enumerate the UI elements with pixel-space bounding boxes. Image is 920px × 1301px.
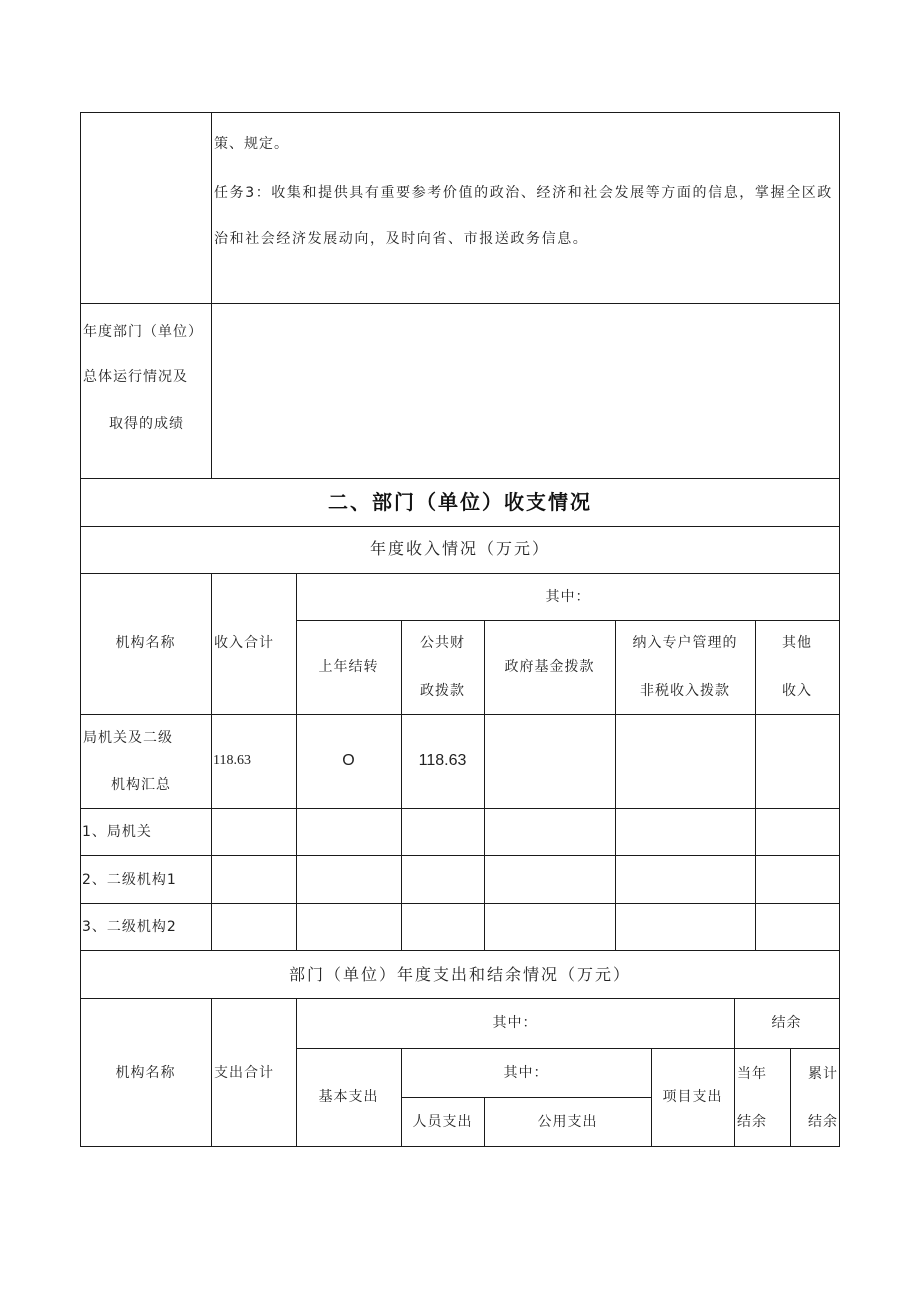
income-header-special-line-2: 非税收入拨款: [640, 683, 730, 699]
income-header-org-name: 机构名称: [115, 635, 176, 651]
income-table-title: 年度收入情况（万元）: [369, 539, 550, 558]
expense-header-personnel: 人员支出: [412, 1114, 473, 1130]
expense-header-cumulative-line-1: 累计: [808, 1066, 838, 1082]
income-row-summary-fiscal: 118.63: [418, 752, 467, 769]
expense-header-total: 支出合计: [214, 1065, 274, 1081]
expense-header-of-which-inner: 其中：: [503, 1065, 549, 1081]
income-header-of-which: 其中：: [545, 589, 591, 605]
income-row-name: 3、二级机构2: [82, 919, 177, 935]
overview-label-line-2: 总体运行情况及: [83, 369, 188, 385]
expense-header-of-which: 其中：: [492, 1015, 538, 1031]
income-header-fiscal-line-2: 政拨款: [420, 683, 465, 699]
income-header-special-line-1: 纳入专户管理的: [632, 635, 738, 651]
expense-header-cumulative-line-2: 结余: [808, 1114, 838, 1130]
expense-header-org-name: 机构名称: [115, 1065, 176, 1081]
income-row-summary-name-line-1: 局机关及二级: [83, 730, 173, 746]
task-line-3: 治和社会经济发展动向，及时向省、市报送政务信息。: [214, 231, 589, 247]
income-row-summary-total: 118.63: [213, 753, 251, 768]
task-line-2: 任务3：收集和提供具有重要参考价值的政治、经济和社会发展等方面的信息，掌握全区政: [214, 185, 833, 201]
income-row-summary-name-line-2: 机构汇总: [111, 777, 171, 793]
income-header-other-line-1: 其他: [782, 635, 812, 651]
expense-table-title: 部门（单位）年度支出和结余情况（万元）: [288, 965, 631, 984]
income-header-fiscal-line-1: 公共财: [420, 635, 465, 651]
overview-label-line-1: 年度部门（单位）: [83, 324, 203, 340]
income-row-summary-carryover: O: [342, 752, 355, 769]
expense-header-project: 项目支出: [662, 1089, 723, 1105]
section-title: 二、部门（单位）收支情况: [328, 490, 592, 514]
expense-header-current-line-1: 当年: [737, 1066, 767, 1082]
income-header-other-line-2: 收入: [782, 683, 812, 699]
expense-header-public: 公用支出: [537, 1114, 598, 1130]
expense-header-current-line-2: 结余: [737, 1114, 767, 1130]
expense-header-surplus: 结余: [771, 1015, 802, 1031]
task-line-1: 策、规定。: [214, 136, 289, 152]
income-row-name: 1、局机关: [82, 824, 152, 840]
income-header-carryover: 上年结转: [318, 659, 379, 675]
expense-header-basic: 基本支出: [318, 1089, 379, 1105]
income-row-name: 2、二级机构1: [82, 872, 177, 888]
income-header-gov-fund: 政府基金拨款: [504, 659, 595, 675]
income-header-total: 收入合计: [214, 635, 274, 651]
overview-label-line-3: 取得的成绩: [109, 416, 184, 432]
